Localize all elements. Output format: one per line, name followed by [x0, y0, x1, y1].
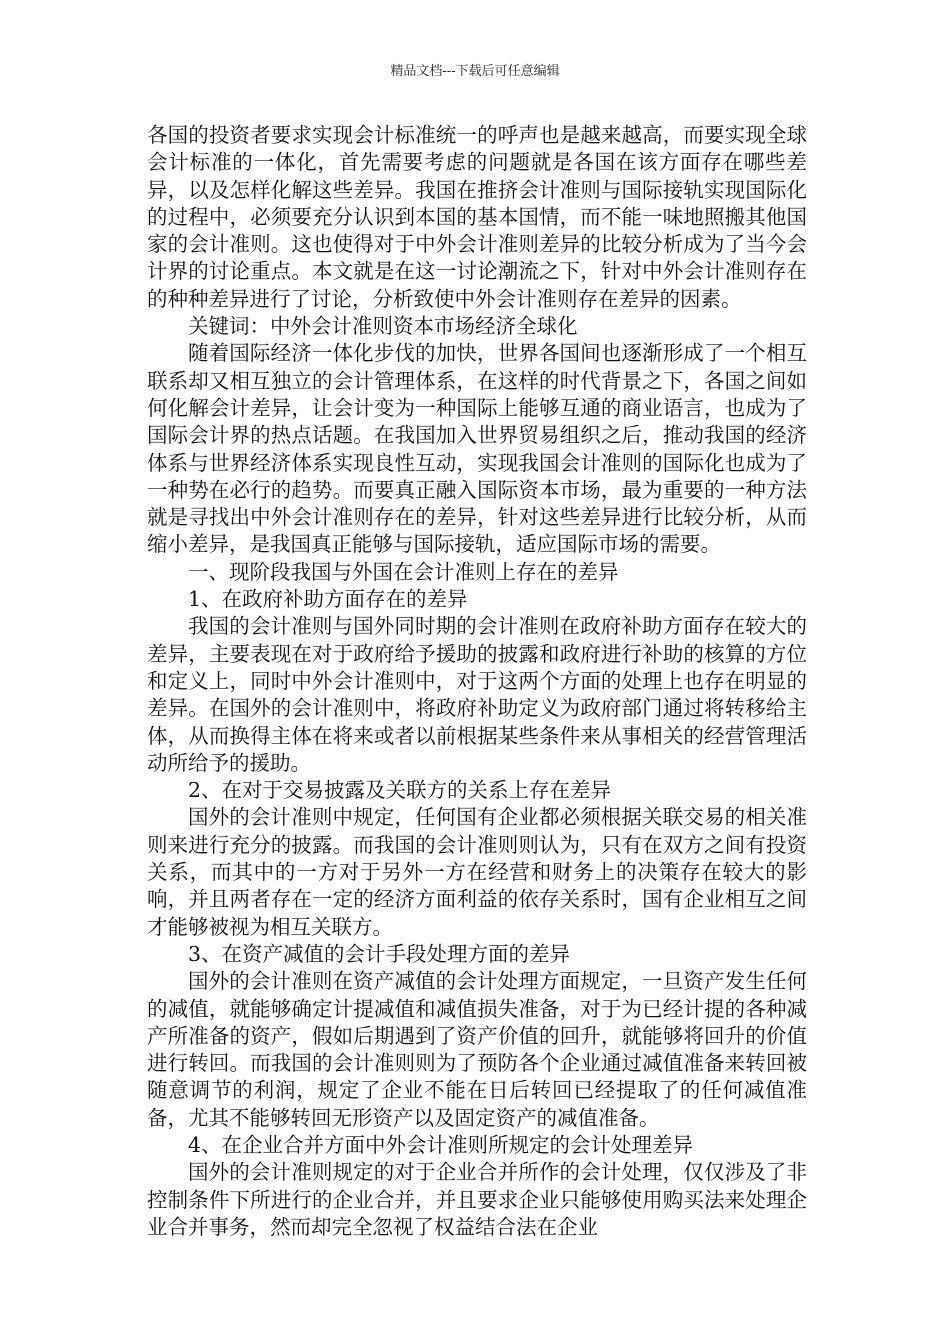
page-header-watermark: 精品文档---下载后可任意编辑	[390, 64, 560, 79]
subsection-heading-government-subsidy: 1、在政府补助方面存在的差异	[188, 587, 468, 612]
intro-continuation-paragraph: 各国的投资者要求实现会计标准统一的呼声也是越来越高，而要实现全球会计标准的一体化，首先需要考虑的问题就是各国在该方面存在哪些差异，以及怎样化解这些差异。我国在推挤会计准则与国际接轨实现国际化的过程中，必须要充分认识到本国的基本国情，而不能一味地照搬其他国家的会计准则。这也使得对于中外会计准则差异的比较分析成为了当今会计界的讨论重点。本文就是在这一讨论潮流之下，针对中外会计准则存在的种种差异进行了讨论，分析致使中外会计准则存在差异的因素。	[147, 123, 807, 311]
section-heading-1: 一、现阶段我国与外国在会计准则上存在的差异	[188, 559, 619, 584]
document-body	[147, 122, 807, 1241]
asset-impairment-paragraph: 国外的会计准则在资产减值的会计处理方面规定，一旦资产发生任何的减值，就能够确定计提减值和减值损失准备，对于为已经计提的各种减产所准备的资产，假如后期遇到了资产价值的回升，就能够将回升的价值进行转回。而我国的会计准则则为了预防各个企业通过减值准备来转回被随意调节的利润，规定了企业不能在日后转回已经提取了的任何减值准备，尤其不能够转回无形资产以及固定资产的减值准备。	[147, 969, 807, 1130]
subsection-heading-asset-impairment: 3、在资产减值的会计手段处理方面的差异	[188, 941, 571, 966]
related-party-paragraph: 国外的会计准则中规定，任何国有企业都必须根据关联交易的相关准则来进行充分的披露。而我国的会计准则则认为，只有在双方之间有投资关系，而其中的一方对于另外一方在经营和财务上的决策存在较大的影响，并且两者存在一定的经济方面利益的依存关系时，国有企业相互之间才能够被视为相互关联方。	[147, 805, 807, 939]
subsection-heading-business-combination: 4、在企业合并方面中外会计准则所规定的会计处理差异	[188, 1132, 694, 1157]
keywords-line: 关键词：中外会计准则资本市场经济全球化	[188, 314, 578, 339]
background-paragraph: 随着国际经济一体化步伐的加快，世界各国间也逐渐形成了一个相互联系却又相互独立的会计管理体系，在这样的时代背景之下，各国之间如何化解会计差异，让会计变为一种国际上能够互通的商业语言，也成为了国际会计界的热点话题。在我国加入世界贸易组织之后，推动我国的经济体系与世界经济体系实现良性互动，实现我国会计准则的国际化也成为了一种势在必行的趋势。而要真正融入国际资本市场，最为重要的一种方法就是寻找出中外会计准则存在的差异，针对这些差异进行比较分析，从而缩小差异，是我国真正能够与国际接轨，适应国际市场的需要。	[147, 341, 807, 557]
subsection-heading-related-party: 2、在对于交易披露及关联方的关系上存在差异	[188, 778, 612, 803]
government-subsidy-paragraph: 我国的会计准则与国外同时期的会计准则在政府补助方面存在较大的差异，主要表现在对于政府给予援助的披露和政府进行补助的核算的方位和定义上，同时中外会计准则中，对于这两个方面的处理上也存在明显的差异。在国外的会计准则中，将政府补助定义为政府部门通过将转移给主体，从而换得主体在将来或者以前根据某些条件来从事相关的经营管理活动所给予的援助。	[147, 614, 807, 775]
business-combination-paragraph: 国外的会计准则规定的对于企业合并所作的会计处理，仅仅涉及了非控制条件下所进行的企业合并，并且要求企业只能够使用购买法来处理企业合并事务，然而却完全忽视了权益结合法在企业	[147, 1160, 807, 1239]
